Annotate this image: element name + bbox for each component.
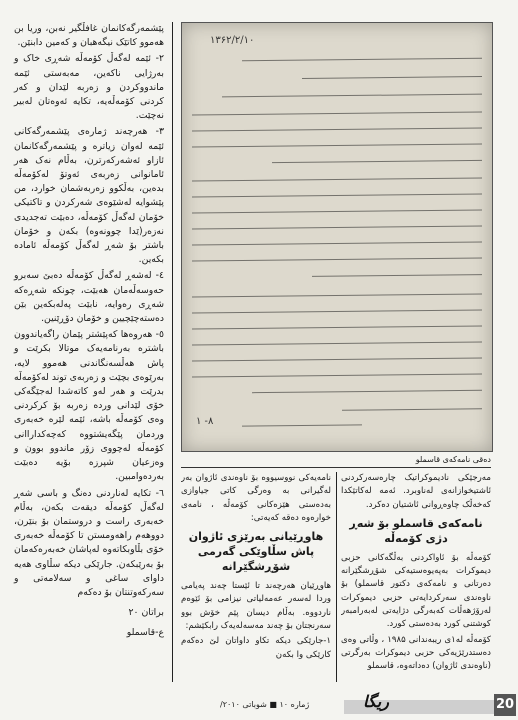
left-text-column [14,22,164,682]
signature-greeting: براتان ٢٠ [128,607,164,619]
paragraph: ٣- هەرچەند ژمارەی پێشمەرگەکانی ئێمە لەوان زیاترە و پێشمەرگەکانمان ئازاو ئەشەرکەرترن، بەڵام نەک هەر ئامانوانی زەربەی ئەوتۆ لەکۆمەڵە بدەین، بەڵکوو زەربەشمان خوارد، من پێشوایە لەشێوەی شەرکردن و تاکتیکی خۆمان لەگەڵ کۆمەڵە، دەبێت تەجدیدی نەزەر(ێدا چوونەوە) بکەن و خۆمان باشتر بۆ شەڕ لەگەڵ کۆمەڵە ئامادە بکەین. [14,126,164,266]
handwriting-line [192,117,482,131]
column-divider [172,22,173,682]
handwriting-line [192,247,482,261]
paragraph: کۆمەڵە بۆ ئاواکردنی بەڵگەکانی حزبی دیموکرات بەپەیوەستیەکی شۆڕشگێرانە دەرتانی و نامەکەی دکتور قاسملو) بۆ ناوەندی سەرکردایەتی حزبی دیموکرات لەرۆژهەڵات کەبەرگی دژایەتی لەبەرامبەر کوشتنی کورد بەدەستی کورد. [341,552,491,630]
right-text-column [341,472,491,684]
column-divider [336,472,337,682]
paragraph: ٢- ئێمە لەگەڵ کۆمەڵە شەڕی خاک و بەرژایی ناکەین، مەبەستی ئێمە ماندووکردن و زەربە لێدان و کەر کردنی کۆمەڵەیە، تکایە ئەوەتان لەبیر نەچێت. [14,53,164,122]
letter-page-marker: ٨- ١ [196,416,214,427]
letter-heading: هاوڕێیانی بەرێزی ئاژوان پاش سڵاوێکی گەرمی شۆڕشگێرانە [188,530,324,574]
handwriting-line [192,231,482,245]
handwriting-line [192,315,482,329]
handwriting-line [192,331,482,345]
handwriting-line [192,283,482,297]
handwriting-line [302,66,482,79]
magazine-logo: ریگا [363,692,389,711]
paragraph: کۆمەڵە لە١ی ریبەندانی ١٩٨۵ ، وڵاتی وەی دەستدرێژیەکی حزبی دیموکرات بەرگرتی (ناوەندی ئاژوان) دەداتەوە، قاسملو [341,634,491,672]
paragraph: مەرجێکی نادیموکراتیک چارەسەرکردنی ئاشتیخوازانەی لەناوبرد. ئەمە لەکاتێکدا کەخەڵک چاوەڕوانی ئاشتیان دەکرد. [341,473,491,510]
handwriting-line [192,167,482,181]
page-footer [0,688,518,720]
middle-text-column [181,472,331,684]
issue-info: ژمارە ١٠ ■ شوباتی ٢٠١٠/ [220,700,310,709]
handwriting-line [312,264,482,277]
handwriting-line [192,101,482,115]
handwriting-line [222,84,482,98]
paragraph: هاوڕێیان هەرچەند تا ئێستا چەند پەیامی وردا لەسەر عەمەلیاتی نیزامی بۆ ئێوەم ناردووە. بەڵام دیسان پێم خۆش بوو سەرنجتان بۆ چەند مەسەلەیەک رابکێشم: [181,581,331,632]
photo-caption: دەقی نامەکەی قاسملو [181,453,491,468]
handwriting-line [242,48,482,62]
page-number: 20 [494,694,516,716]
paragraph: پێشمەرگەکانمان غافڵگیر نەبن، وریا بن هەموو کاتێک نیگەهبان و کەمین دابنێن. [14,23,164,49]
paragraph: ٦- تکایە لەناردنی دەنگ و باسی شەڕ لەگەڵ کۆمەڵە دیقەت بکەن، بەڵام خەبەری راست و دروستمان بۆ بنێرن، دووهەم راهەومستن تا کۆمەڵە خەبەری خۆی بڵاوبکاتەوە لەپاشان خەبەرەکەمان بۆ بەرێبکەن. جارێکی دیکە سڵاوی هەیە داوای ساغی و سەلامەتی و سەرکەوتنتان بۆ دەکەم [14,487,164,598]
handwriting-line [342,398,482,410]
handwritten-letter-photo [181,22,493,452]
paragraph: ٤- لەشەڕ لەگەڵ کۆمەڵە دەبێ سەبرو حەوسەڵەمان هەبێت، چونکە شەڕەکە شەڕی رەوایە، نابێت پەلەبکەین بێن دەستەچێچیین و خۆمان دۆڕێنین. [14,270,164,325]
paragraph: ٥- هەروەها کەپێشتر پێمان راگەیاندوون باشترە بەرنامەیەک موتالا بکرێت و پاش هەڵسەنگاندنی هەموو لایە، بەرێوەی بچێت و زەربەی توند لەکۆمەڵە بدرێت و هەر لەو کاتەشدا لەجێگەکی خۆی لێدانی وردە زەربە بۆ کرکردنی وەی کۆمەڵە باشە، ئێمە لێرە خەبەری وردمان پێگەیشتووە کەچەکداراانی کۆمەڵە لەچووی زۆر ماندوو بوون و وەزعیان شپرزە بۆیە دەبێت بەردەوامبین. [14,329,164,483]
handwriting-line [192,299,482,313]
paragraph: نامەیەکی نووسیووە بۆ ناوەندی ئاژوان بەر لەگیرانی بە وەرگی کاتی جیاوازی بەدەستی هێزەکانی کۆمەڵە ، نامەی خوارەوە دەقە کەیەتی: [181,473,331,523]
handwriting-line [192,363,482,377]
handwriting-line [192,347,482,361]
signature-name: ع-قاسملو [126,627,164,639]
section-heading: نامەکەی قاسملو بۆ شەڕ دژی کۆمەڵە [349,516,483,545]
handwriting-line [242,414,362,426]
handwriting-line [192,215,482,229]
paragraph: ١-جارێکی دیکە تکاو داواتان لێ دەکەم کارێکی وا بکەن [181,636,331,660]
handwriting-line [192,199,482,213]
handwriting-line [192,183,482,197]
handwriting-line [252,380,482,393]
handwriting-line [272,150,482,163]
handwriting-line [192,133,482,147]
letter-date: ١٣۶٢/٢/١٠ [210,35,255,46]
